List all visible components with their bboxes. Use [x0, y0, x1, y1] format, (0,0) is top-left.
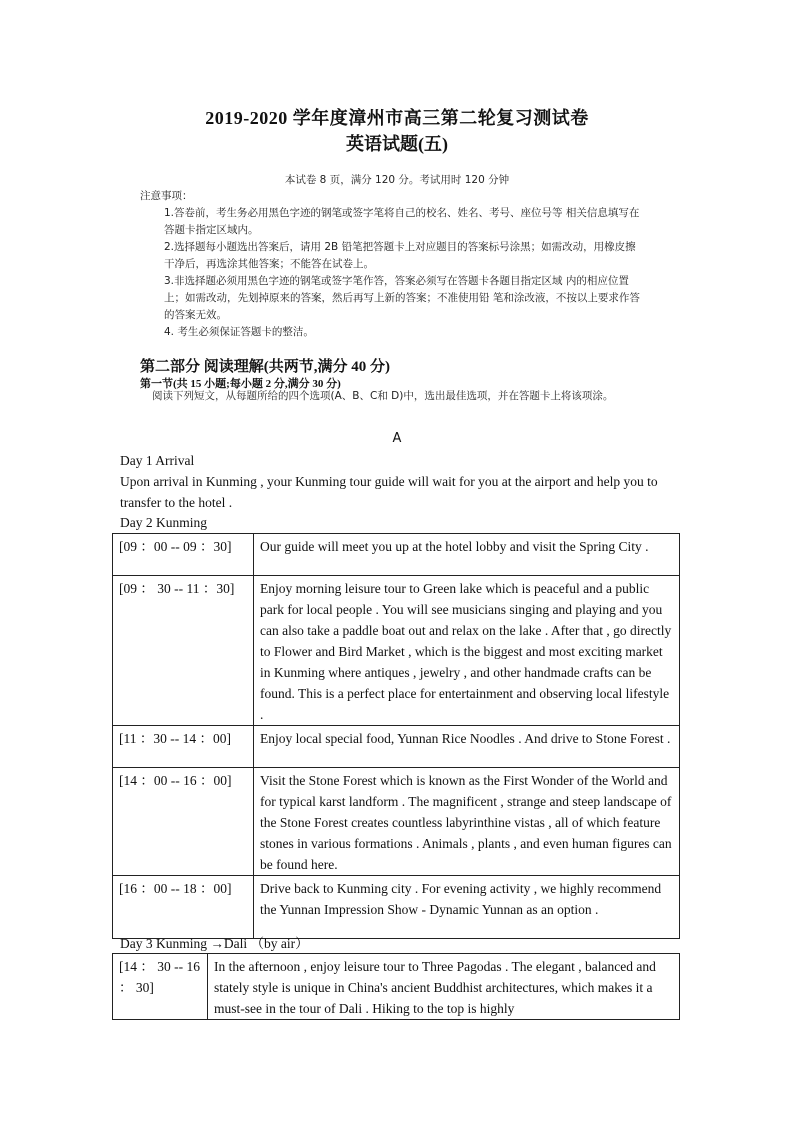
activity-cell: Visit the Stone Forest which is known as the First Wonder of the World and for typical karst landform . The magnificent , strange and steep landscape of the Stone Forest creates countless labyrinthine vistas , all of which feature stones in various formations . Animals , plants , and even human figures can be found here. — [254, 768, 680, 876]
table-row — [113, 768, 680, 876]
table-row — [113, 576, 680, 726]
table-row — [113, 876, 680, 939]
table-row — [113, 534, 680, 576]
table-row — [113, 726, 680, 768]
time-cell: [14 ： 30 -- 16 ： 30] — [113, 954, 208, 1020]
day3-heading: Day 3 Kunming →Dali （by air） — [120, 936, 309, 951]
activity-cell: Our guide will meet you up at the hotel lobby and visit the Spring City . — [254, 534, 680, 576]
document-title: 2019-2020 学年度漳州市高三第二轮复习测试卷 — [205, 108, 589, 128]
time-cell: [11 ：30 -- 14 ：00] — [113, 726, 254, 768]
time-cell: [16 ：00 -- 18 ：00] — [113, 876, 254, 939]
section-instructions-text: 阅读下列短文，从每题所给的四个选项(A、B、C和 D)中，选出最佳选项，并在答题卡上将该项涂。 — [152, 390, 614, 402]
time-cell: [09 ：00 -- 09 ：30] — [113, 534, 254, 576]
day2-schedule-table — [112, 533, 680, 939]
activity-cell: Enjoy local special food, Yunnan Rice Noodles . And drive to Stone Forest . — [254, 726, 680, 768]
exam-info: 本试卷 8 页，满分 120 分。考试用时 120 分钟 — [284, 174, 510, 186]
document-subtitle: 英语试题(五) — [346, 134, 448, 154]
part-title: 第二部分 阅读理解(共两节,满分 40 分) — [140, 359, 390, 375]
activity-cell: Drive back to Kunming city . For evening activity , we highly recommend the Yunnan Impression Show - Dynamic Yunnan as an option . — [254, 876, 680, 939]
notes-heading: 注意事项： — [140, 190, 193, 202]
note-item-3: 3.非选择题必须用黑色字迹的钢笔或签字笔作答，答案必须写在答题卡各题目指定区域 内的相应位置上；如需改动，先划掉原来的答案，然后再写上新的答案；不准使用铅 笔和涂改液，不按以上要求作答的答案无效。 — [164, 275, 640, 321]
section-instructions — [140, 389, 640, 404]
note-item-2: 2.选择题每小题选出答案后，请用 2B 铅笔把答题卡上对应题目的答案标号涂黑；如需改动，用橡皮擦干净后，再选涂其他答案；不能答在试卷上。 — [164, 241, 636, 270]
day3-schedule-table — [112, 953, 680, 1020]
activity-cell: In the afternoon , enjoy leisure tour to Three Pagodas . The elegant , balanced and stately style is unique in China's ancient Buddhist architectures, which makes it a must-see in the tour of Dali . Hiking to the top is highly — [208, 954, 680, 1020]
day2-heading: Day 2 Kunming — [120, 515, 207, 530]
notes-section — [140, 188, 640, 341]
day1-text: Upon arrival in Kunming , your Kunming tour guide will wait for you at the airport and help you to transfer to the hotel . — [120, 474, 658, 510]
time-cell: [09 ： 30 -- 11 ：30] — [113, 576, 254, 726]
time-cell: [14 ：00 -- 16 ：00] — [113, 768, 254, 876]
day1-heading: Day 1 Arrival — [120, 453, 195, 468]
table-row — [113, 954, 680, 1020]
passage-label: A — [392, 431, 402, 446]
note-item-1: 1.答卷前，考生务必用黑色字迹的钢笔或签字笔将自己的校名、姓名、考号、座位号等 相关信息填写在答题卡指定区域内。 — [164, 207, 640, 236]
activity-cell: Enjoy morning leisure tour to Green lake which is peaceful and a public park for local people . You will see musicians singing and playing and you can also take a paddle boat out and relax on the lake . After that , go directly to Flower and Bird Market , which is the biggest and most exciting market in Kunming where antiques , jewelry , and other handmade crafts can be found. This is a perfect place for entertainment and observing local lifestyle . — [254, 576, 680, 726]
section-title: 第一节(共 15 小题;每小题 2 分,满分 30 分) — [140, 378, 341, 390]
note-item-4: 4. 考生必须保证答题卡的整洁。 — [164, 326, 314, 338]
